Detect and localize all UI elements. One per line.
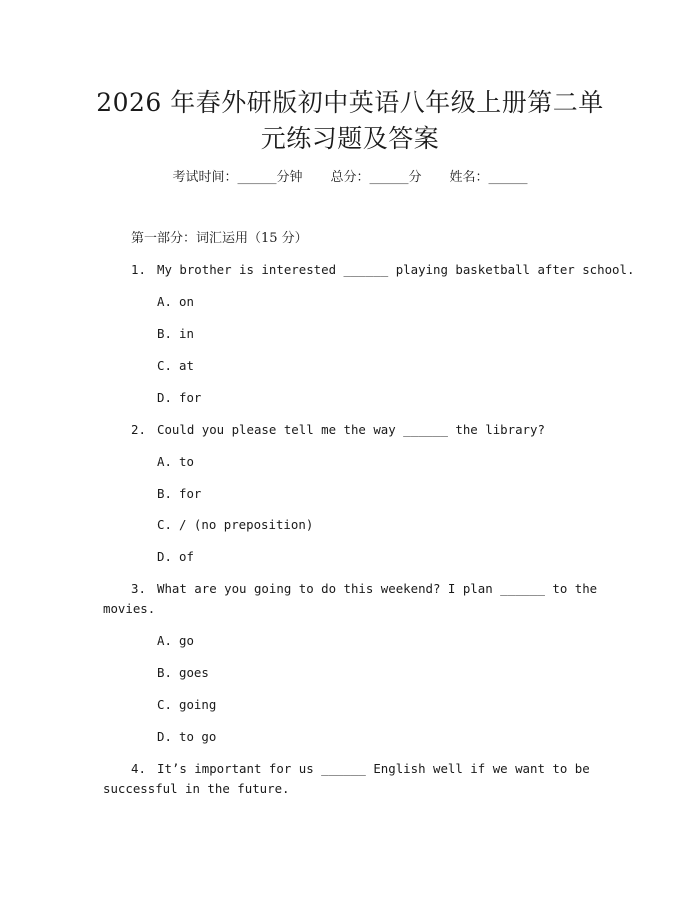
option-1d (157, 389, 201, 407)
question-number: 3. (131, 581, 146, 596)
option-3d (157, 728, 216, 746)
option-text: for (179, 486, 202, 501)
question-3-continued: movies. (103, 601, 156, 616)
option-2b (157, 485, 201, 503)
option-text: / (no preposition) (179, 517, 314, 532)
option-3b (157, 664, 209, 682)
option-1c (157, 357, 194, 375)
question-1 (131, 261, 634, 279)
question-text: Could you please tell me the way ______ the library? (157, 422, 545, 437)
student-name-field: 姓名：______ (449, 170, 528, 185)
question-text: It’s important for us ______ English well if we want to be (157, 761, 590, 776)
question-number: 4. (131, 761, 146, 776)
option-2a (157, 453, 194, 471)
question-3 (131, 580, 597, 598)
option-letter: A. (157, 633, 172, 648)
option-text: at (179, 358, 194, 373)
option-letter: C. (157, 697, 172, 712)
option-2c (157, 516, 313, 534)
option-letter: C. (157, 517, 172, 532)
option-letter: A. (157, 294, 172, 309)
question-4-continued: successful in the future. (103, 781, 290, 796)
option-text: to (179, 454, 194, 469)
option-text: to go (179, 729, 217, 744)
option-text: of (179, 549, 194, 564)
option-2d (157, 548, 194, 566)
option-letter: D. (157, 390, 172, 405)
document-title-line-2: 元练习题及答案 (260, 124, 440, 153)
option-letter: D. (157, 549, 172, 564)
question-number: 1. (131, 262, 146, 277)
option-text: for (179, 390, 202, 405)
option-text: go (179, 633, 194, 648)
option-text: on (179, 294, 194, 309)
option-3a (157, 632, 194, 650)
exam-time-field: 考试时间：______分钟 (172, 170, 303, 185)
option-text: going (179, 697, 217, 712)
option-text: in (179, 326, 194, 341)
option-1b (157, 325, 194, 343)
option-letter: B. (157, 326, 172, 341)
question-text: My brother is interested ______ playing basketball after school. (157, 262, 635, 277)
option-letter: A. (157, 454, 172, 469)
option-letter: C. (157, 358, 172, 373)
option-text: goes (179, 665, 209, 680)
question-text: What are you going to do this weekend? I plan ______ to the (157, 581, 598, 596)
option-letter: B. (157, 486, 172, 501)
document-title-line-1: 2026 年春外研版初中英语八年级上册第二单 (96, 88, 604, 117)
option-3c (157, 696, 216, 714)
section-heading: 第一部分：词汇运用（15 分） (131, 231, 308, 246)
option-1a (157, 293, 194, 311)
option-letter: B. (157, 665, 172, 680)
total-score-field: 总分：______分 (330, 170, 422, 185)
option-letter: D. (157, 729, 172, 744)
question-2 (131, 421, 545, 439)
question-number: 2. (131, 422, 146, 437)
question-4 (131, 760, 590, 778)
exam-info-bar (0, 168, 700, 188)
